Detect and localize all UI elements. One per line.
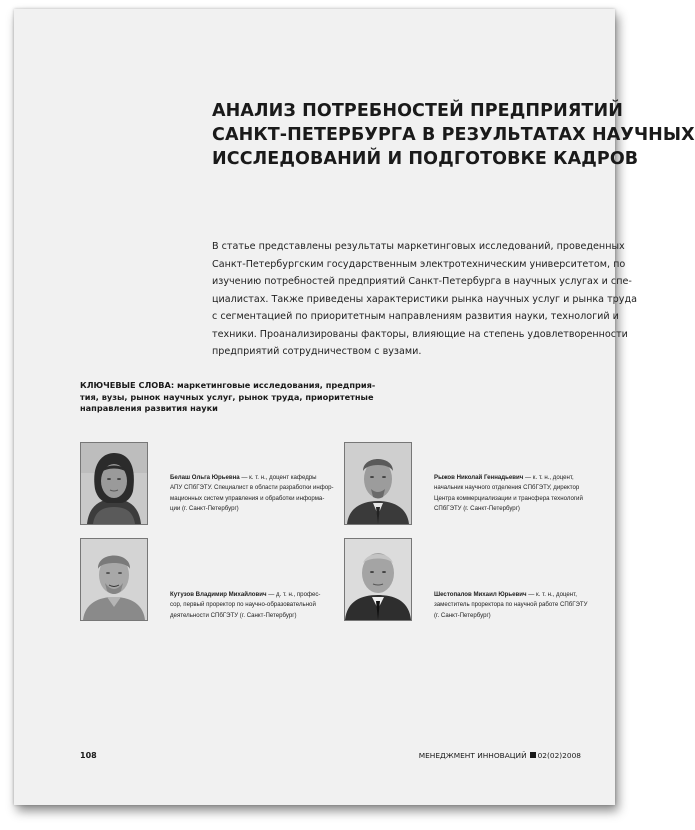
article-title-line: САНКТ-ПЕТЕРБУРГА В РЕЗУЛЬТАТАХ НАУЧНЫХ	[212, 125, 695, 145]
author-bio-text: — к. т. н., доцент,	[526, 591, 577, 598]
author-bio-belash	[170, 473, 338, 515]
author-name: Рыжов Николай Геннадьевич	[434, 474, 524, 481]
author-bio-line: мационных систем управления и обработки информа-	[170, 494, 325, 502]
journal-name: МЕНЕДЖМЕНТ ИННОВАЦИЙ	[418, 751, 527, 760]
abstract-line: изучению потребностей предприятий Санкт-Петербурга в научных услугах и спе-	[212, 276, 632, 287]
author-bio-shestopalov	[434, 590, 602, 621]
author-bio-text: — к. т. н., доцент кафедры	[239, 474, 317, 481]
author-bio-line: Центра коммерциализации и трансфера технологий	[434, 494, 583, 502]
author-bio-line: СПбГЭТУ (г. Санкт-Петербург)	[434, 505, 520, 513]
article-title-line: АНАЛИЗ ПОТРЕБНОСТЕЙ ПРЕДПРИЯТИЙ	[212, 101, 623, 121]
square-separator-icon	[530, 752, 536, 758]
author-name: Белаш Ольга Юрьевна	[170, 474, 240, 481]
author-bio-line: АПУ СПбГЭТУ. Специалист в области разработки инфор-	[170, 484, 334, 492]
abstract-line: В статье представлены результаты маркетинговых исследований, проведенных	[212, 241, 625, 252]
author-photo-kutuzov	[80, 538, 148, 621]
author-bio-line	[170, 473, 338, 483]
author-bio-line: (г. Санкт-Петербург)	[434, 611, 491, 619]
author-bio-line: начальник научного отделения СПбГЭТУ, директор	[434, 484, 580, 492]
portrait-man-icon	[81, 539, 147, 620]
abstract-line: циалистах. Также приведены характеристики рынка научных услуг и рынка труда	[212, 293, 637, 305]
author-name: Шестопалов Михаил Юрьевич	[434, 591, 527, 598]
keywords-line: КЛЮЧЕВЫЕ СЛОВА: маркетинговые исследования, предприя-	[80, 380, 376, 390]
author-bio-text: — д. т. н., профес-	[266, 591, 321, 598]
article-title-line: ИССЛЕДОВАНИЙ И ПОДГОТОВКЕ КАДРОВ	[212, 149, 639, 169]
author-bio-kutuzov	[170, 590, 338, 621]
author-name: Кутузов Владимир Михайлович	[170, 591, 267, 598]
keywords-line: тия, вузы, рынок научных услуг, рынок труда, приоритетные	[80, 391, 374, 402]
author-photo-belash	[80, 442, 148, 525]
abstract-line: предприятий сотрудничеством с вузами.	[212, 346, 422, 357]
author-photo-ryzhov	[344, 442, 412, 525]
page-number: 108	[80, 751, 97, 760]
abstract-line: с сегментацией по приоритетным направлениям развития науки, технологий и	[212, 311, 619, 322]
journal-issue: 02(02)2008	[537, 751, 581, 760]
author-bio-line: ции (г. Санкт-Петербург)	[170, 505, 239, 513]
author-photo-shestopalov	[344, 538, 412, 621]
abstract-line: Санкт-Петербургским государственным электротехническим университетом, по	[212, 258, 626, 270]
author-bio-line	[434, 473, 602, 483]
author-bio-text: — к. т. н., доцент,	[523, 474, 574, 481]
portrait-man-icon	[345, 539, 411, 620]
author-bio-ryzhov	[434, 473, 602, 515]
article-title	[212, 99, 695, 171]
keywords-line: направления развития науки	[80, 403, 218, 413]
portrait-woman-icon	[81, 443, 147, 524]
author-bio-line	[170, 590, 338, 600]
portrait-man-icon	[345, 443, 411, 524]
author-bio-line: деятельности СПбГЭТУ (г. Санкт-Петербург)	[170, 611, 297, 619]
journal-footer	[419, 751, 581, 760]
author-bio-line: сор, первый проректор по научно-образовательной	[170, 601, 316, 609]
author-bio-line: заместитель проректора по научной работе СПбГЭТУ	[434, 601, 588, 609]
journal-page	[14, 9, 695, 805]
article-abstract	[212, 238, 637, 361]
author-bio-line	[434, 590, 602, 600]
article-keywords	[80, 380, 376, 415]
abstract-line: техники. Проанализированы факторы, влияющие на степень удовлетворенности	[212, 328, 628, 340]
